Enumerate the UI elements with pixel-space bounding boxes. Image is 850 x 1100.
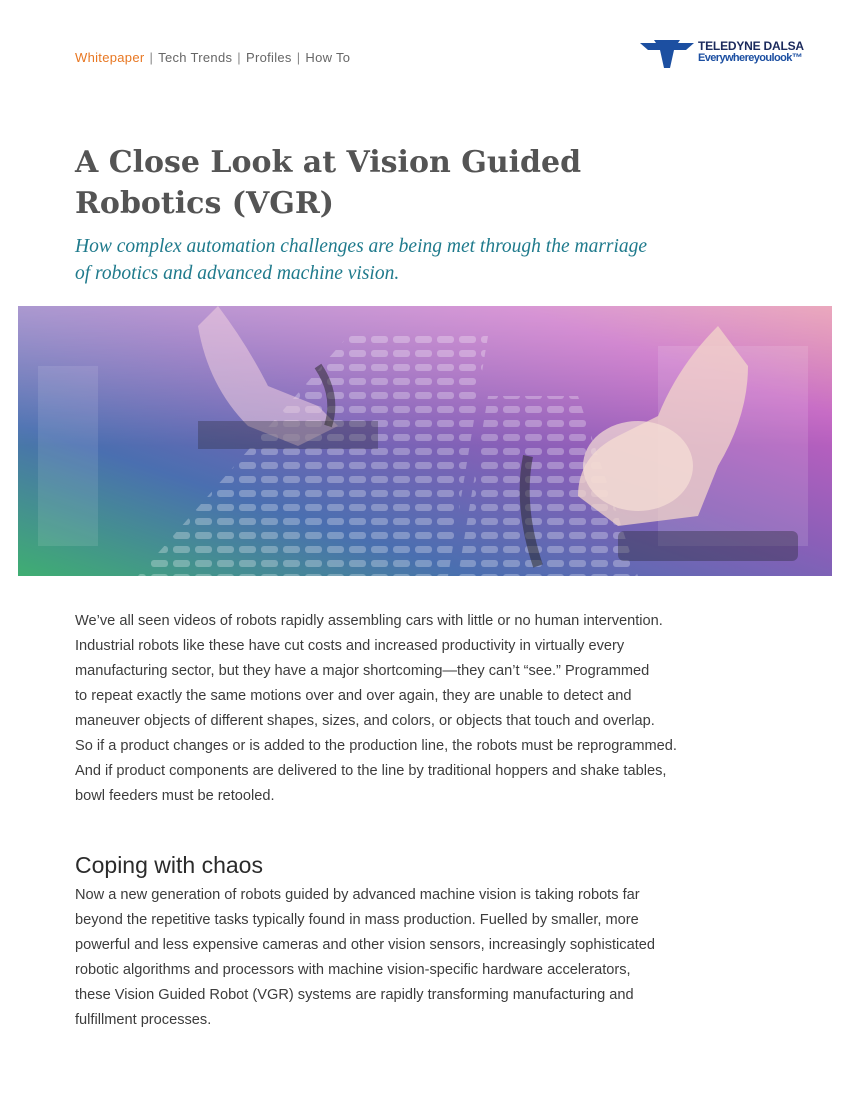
nav-profiles[interactable]: Profiles bbox=[245, 50, 292, 65]
nav-whitepaper[interactable]: Whitepaper bbox=[75, 50, 145, 65]
section-paragraph bbox=[75, 883, 785, 1033]
logo-tagline: Everywhereyoulook™ bbox=[698, 52, 803, 64]
text-line: powerful and less expensive cameras and other vision sensors, increasingly sophisticated bbox=[75, 937, 656, 953]
subtitle-line: of robotics and advanced machine vision. bbox=[75, 263, 400, 284]
top-nav bbox=[75, 50, 350, 65]
nav-how-to[interactable]: How To bbox=[305, 50, 351, 65]
text-line: robotic algorithms and processors with machine vision-specific hardware accelerators, bbox=[75, 962, 631, 978]
section-heading: Coping with chaos bbox=[75, 852, 263, 878]
robotic-conveyor-photo bbox=[18, 306, 832, 576]
text-line: to repeat exactly the same motions over and over again, they are unable to detect and bbox=[75, 688, 632, 704]
text-line: Industrial robots like these have cut costs and increased productivity in virtually every bbox=[75, 638, 625, 654]
teledyne-dalsa-logo[interactable] bbox=[640, 38, 815, 70]
nav-separator: | bbox=[149, 50, 154, 65]
hero-image bbox=[18, 306, 832, 576]
text-line: beyond the repetitive tasks typically found in mass production. Fuelled by smaller, more bbox=[75, 912, 639, 928]
subtitle-line: How complex automation challenges are being met through the marriage bbox=[75, 236, 648, 257]
teledyne-logo-mark-icon bbox=[640, 40, 694, 68]
text-line: fulfillment processes. bbox=[75, 1012, 212, 1028]
text-line: So if a product changes or is added to the production line, the robots must be reprogrammed. bbox=[75, 738, 677, 754]
intro-paragraph bbox=[75, 609, 785, 809]
nav-separator: | bbox=[237, 50, 241, 65]
title-line: Robotics (VGR) bbox=[75, 186, 334, 221]
logo-brand-text: TELEDYNE DALSA bbox=[698, 39, 804, 53]
title-line: A Close Look at Vision Guided bbox=[75, 145, 582, 180]
text-line: Now a new generation of robots guided by advanced machine vision is taking robots far bbox=[75, 887, 640, 903]
page-title bbox=[75, 142, 695, 224]
text-line: bowl feeders must be retooled. bbox=[75, 788, 275, 804]
text-line: these Vision Guided Robot (VGR) systems are rapidly transforming manufacturing and bbox=[75, 987, 634, 1003]
nav-tech-trends[interactable]: Tech Trends bbox=[158, 50, 233, 65]
subtitle bbox=[75, 233, 755, 287]
text-line: maneuver objects of different shapes, sizes, and colors, or objects that touch and overlap. bbox=[75, 713, 655, 729]
text-line: manufacturing sector, but they have a major shortcoming—they can’t “see.” Programmed bbox=[75, 663, 650, 679]
text-line: And if product components are delivered to the line by traditional hoppers and shake tables, bbox=[75, 763, 667, 779]
nav-separator: | bbox=[296, 50, 301, 65]
text-line: We’ve all seen videos of robots rapidly assembling cars with little or no human intervention. bbox=[75, 613, 663, 629]
